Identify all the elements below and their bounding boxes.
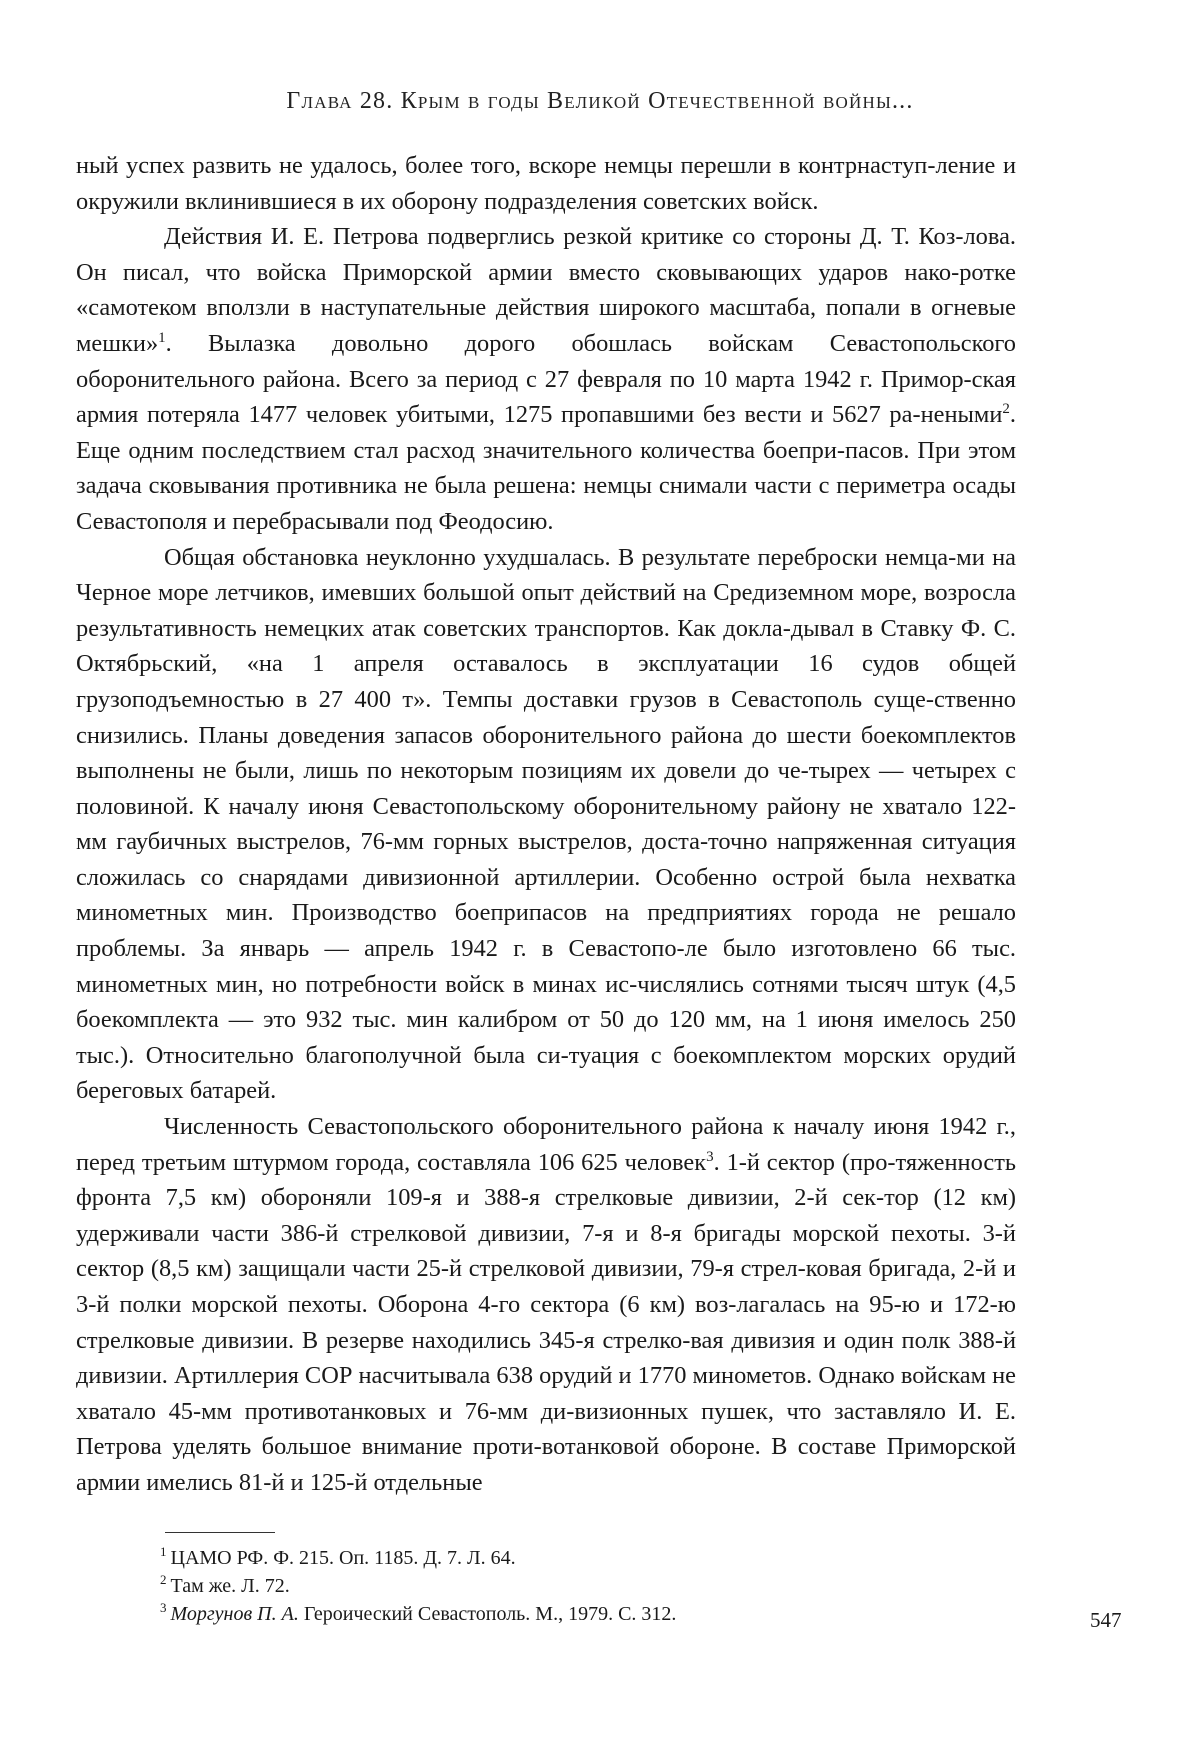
footnotes [160,1544,960,1628]
footnote-3 [160,1600,960,1628]
footnote-number: 3 [160,1600,167,1615]
footnote-text: ЦАМО РФ. Ф. 215. Оп. 1185. Д. 7. Л. 64. [171,1547,516,1569]
footnote-text: Там же. Л. 72. [171,1575,290,1597]
paragraph-3-text: Общая обстановка неуклонно ухудшалась. В результате переброски немца-ми на Черное море летчиков, имевших большой опыт действий на Средиземном море, возросла результативность немецких атак советских транспортов. Как докла-дывал в Ставку Ф. С. Октябрьский, «на 1 апреля оставалось в эксплуатации 16 судов общей грузоподъемностью в 27 400 т». Темпы доставки грузов в Севастополь суще-ственно снизились. Планы доведения запасов оборонительного района до шести боекомплектов выполнены не были, лишь по некоторым позициям их довели до че-тырех — четырех с половиной. К началу июня Севастопольскому оборонительному району не хватало 122-мм гаубичных выстрелов, 76-мм горных выстрелов, доста-точно напряженная ситуация сложилась со снарядами дивизионной артиллерии. Особенно острой была нехватка минометных мин. Производство боеприпасов на предприятиях города не решало проблемы. За январь — апрель 1942 г. в Севастопо-ле было изготовлено 66 тыс. минометных мин, но потребности войск в минах ис-числялись сотнями тысяч штук (4,5 боекомплекта — это 932 тыс. мин калибром от 50 до 120 мм, на 1 июня имелось 250 тыс.). Относительно благополучной была си-туация с боекомплектом морских орудий береговых батарей. [76,544,1016,1105]
page-number: 547 [1090,1608,1122,1633]
paragraph-2-text-b: . Вылазка довольно дорого обошлась войскам Севастопольского оборонительного района. Всего за период с 27 февраля по 10 марта 1942 г. Примор-ская армия потеряла 1477 человек убитыми, 1275 пропавшими без вести и 5627 ра-неными [76,330,1016,428]
footnote-separator [165,1532,275,1533]
footnote-number: 2 [160,1572,167,1587]
footnote-number: 1 [160,1544,167,1559]
paragraph-1 [76,148,1016,219]
paragraph-2-text-a: Действия И. Е. Петрова подверглись резкой критике со стороны Д. Т. Коз-лова. Он писал, что войска Приморской армии вместо сковывающих ударов нако-ротке «самотеком вползли в наступательные действия широкого масштаба, попали в огневые мешки» [76,223,1016,357]
paragraph-1-text: ный успех развить не удалось, более того, вскоре немцы перешли в контрнаступ-ление и окружили вклинившиеся в их оборону подразделения советских войск. [76,152,1016,215]
footnote-ref-3: 3 [706,1149,714,1165]
paragraph-4-text-a: Численность Севастопольского оборонительного района к началу июня 1942 г., перед третьим штурмом города, составляла 106 625 человек [76,1113,1016,1176]
book-page [0,0,1200,1744]
footnote-author: Моргунов П. А. [171,1603,299,1625]
footnote-ref-2: 2 [1002,401,1010,417]
paragraph-4 [76,1109,1016,1501]
footnote-1 [160,1544,960,1572]
running-head: Глава 28. Крым в годы Великой Отечественной войны... [0,88,1200,115]
body-text [76,148,1016,1501]
footnote-text: Героический Севастополь. М., 1979. С. 312. [299,1603,677,1625]
paragraph-4-text-b: . 1-й сектор (про-тяженность фронта 7,5 км) обороняли 109-я и 388-я стрелковые дивизии, 2-й сек-тор (12 км) удерживали части 386-й стрелковой дивизии, 7-я и 8-я бригады морской пехоты. 3-й сектор (8,5 км) защищали части 25-й стрелковой дивизии, 79-я стрел-ковая бригада, 2-й и 3-й полки морской пехоты. Оборона 4-го сектора (6 км) воз-лагалась на 95-ю и 172-ю стрелковые дивизии. В резерве находились 345-я стрелко-вая дивизия и один полк 388-й дивизии. Артиллерия СОР насчитывала 638 орудий и 1770 минометов. Однако войскам не хватало 45-мм противотанковых и 76-мм ди-визионных пушек, что заставляло И. Е. Петрова уделять большое внимание проти-вотанковой обороне. В составе Приморской армии имелись 81-й и 125-й отдельные [76,1149,1016,1496]
footnote-2 [160,1572,960,1600]
footnote-ref-1: 1 [158,330,166,346]
paragraph-2-text-c: . Еще одним последствием стал расход значительного количества боепри-пасов. При этом задача сковывания противника не была решена: немцы снимали части с периметра осады Севастополя и перебрасывали под Феодосию. [76,401,1016,535]
paragraph-3 [76,540,1016,1110]
paragraph-2 [76,219,1016,539]
